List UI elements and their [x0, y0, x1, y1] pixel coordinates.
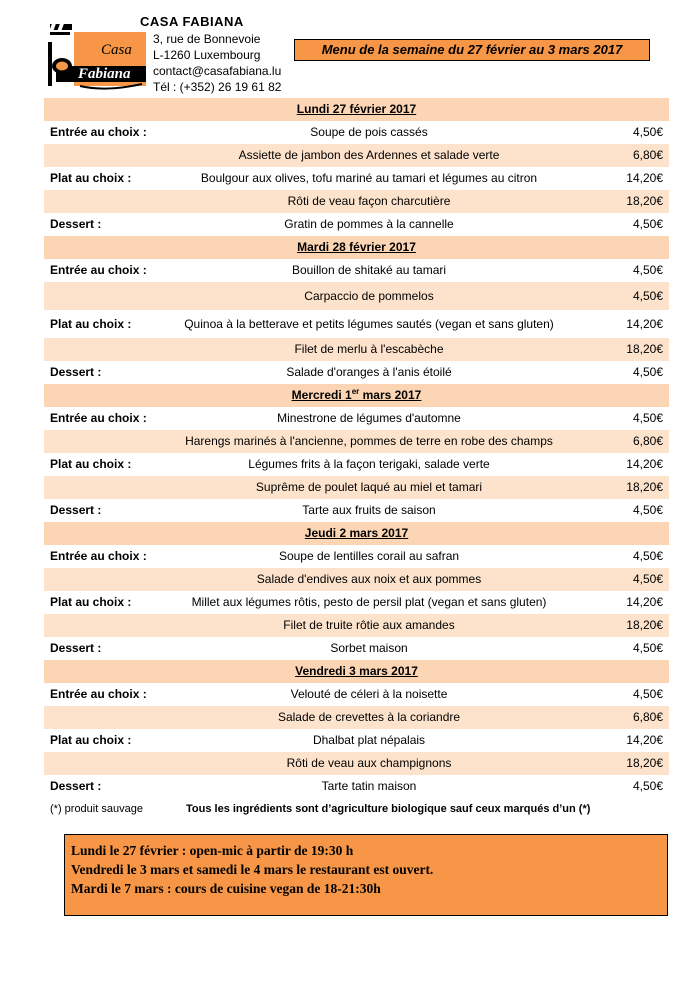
menu-row: Rôti de veau aux champignons 18,20€: [44, 752, 669, 775]
svg-text:Fabiana: Fabiana: [78, 66, 131, 82]
day-header: Vendredi 3 mars 2017: [44, 660, 669, 683]
events-box: [64, 834, 668, 916]
menu-row: Dessert : Sorbet maison 4,50€: [50, 641, 663, 655]
day-header: Mardi 28 février 2017: [44, 236, 669, 259]
contact-email[interactable]: contact@casafabiana.lu: [153, 64, 282, 78]
day-header: Lundi 27 février 2017: [44, 98, 669, 121]
address-city: L-1260 Luxembourg: [153, 48, 261, 62]
menu-row: Plat au choix : Légumes frits à la façon terigaki, salade verte 14,20€: [50, 457, 663, 471]
menu-week-title: Menu de la semaine du 27 février au 3 mars 2017: [294, 39, 650, 61]
casa-fabiana-logo: [46, 18, 148, 92]
menu-row: Entrée au choix : Soupe de lentilles corail au safran 4,50€: [50, 549, 663, 563]
brand-name: CASA FABIANA: [140, 14, 244, 29]
menu-row: Dessert : Tarte aux fruits de saison 4,50€: [50, 503, 663, 517]
menu-row: Suprême de poulet laqué au miel et tamari 18,20€: [44, 476, 669, 499]
weekly-menu-table: [44, 98, 669, 798]
event-line: Vendredi le 3 mars et samedi le 4 mars le restaurant est ouvert.: [71, 862, 434, 877]
menu-row: Salade de crevettes à la coriandre 6,80€: [44, 706, 669, 729]
address-street: 3, rue de Bonnevoie: [153, 32, 261, 46]
menu-row: Entrée au choix : Bouillon de shitaké au tamari 4,50€: [50, 263, 663, 277]
event-line: Lundi le 27 février : open-mic à partir de 19:30 h: [71, 843, 354, 858]
menu-row: Entrée au choix : Velouté de céleri à la noisette 4,50€: [50, 687, 663, 701]
day-header: Mercredi 1er mars 2017: [44, 384, 669, 407]
organic-note: Tous les ingrédients sont d’agriculture biologique sauf ceux marqués d’un (*): [186, 803, 591, 815]
menu-row: Assiette de jambon des Ardennes et salade verte 6,80€: [44, 144, 669, 167]
menu-row: Carpaccio de pommelos 4,50€: [44, 282, 669, 310]
menu-row: Dessert : Tarte tatin maison 4,50€: [50, 779, 663, 793]
menu-row: Plat au choix : Boulgour aux olives, tofu mariné au tamari et légumes au citron 14,20€: [50, 171, 663, 185]
menu-row: Rôti de veau façon charcutière 18,20€: [44, 190, 669, 213]
event-line: Mardi le 7 mars : cours de cuisine vegan de 18-21:30h: [71, 881, 381, 896]
svg-text:Casa: Casa: [101, 42, 132, 58]
menu-row: Dessert : Salade d'oranges à l'anis étoilé 4,50€: [50, 365, 663, 379]
contact-phone: Tél : (+352) 26 19 61 82: [153, 80, 282, 94]
menu-row: Entrée au choix : Minestrone de légumes d'automne 4,50€: [50, 411, 663, 425]
menu-row: Plat au choix : Dhalbat plat népalais 14,20€: [50, 733, 663, 747]
menu-row: Plat au choix : Millet aux légumes rôtis, pesto de persil plat (vegan et sans gluten) 14,20€: [50, 595, 663, 609]
menu-row: Filet de truite rôtie aux amandes 18,20€: [44, 614, 669, 637]
wild-product-note: (*) produit sauvage: [50, 803, 143, 815]
menu-row: Salade d'endives aux noix et aux pommes 4,50€: [44, 568, 669, 591]
menu-row: Plat au choix : Quinoa à la betterave et petits légumes sautés (vegan et sans gluten) 14,20€: [50, 317, 663, 331]
menu-row: Entrée au choix : Soupe de pois cassés 4,50€: [50, 125, 663, 139]
menu-row: Filet de merlu à l'escabèche 18,20€: [44, 338, 669, 361]
menu-row: Dessert : Gratin de pommes à la cannelle 4,50€: [50, 217, 663, 231]
menu-row: Harengs marinés à l'ancienne, pommes de terre en robe des champs 6,80€: [44, 430, 669, 453]
day-header: Jeudi 2 mars 2017: [44, 522, 669, 545]
